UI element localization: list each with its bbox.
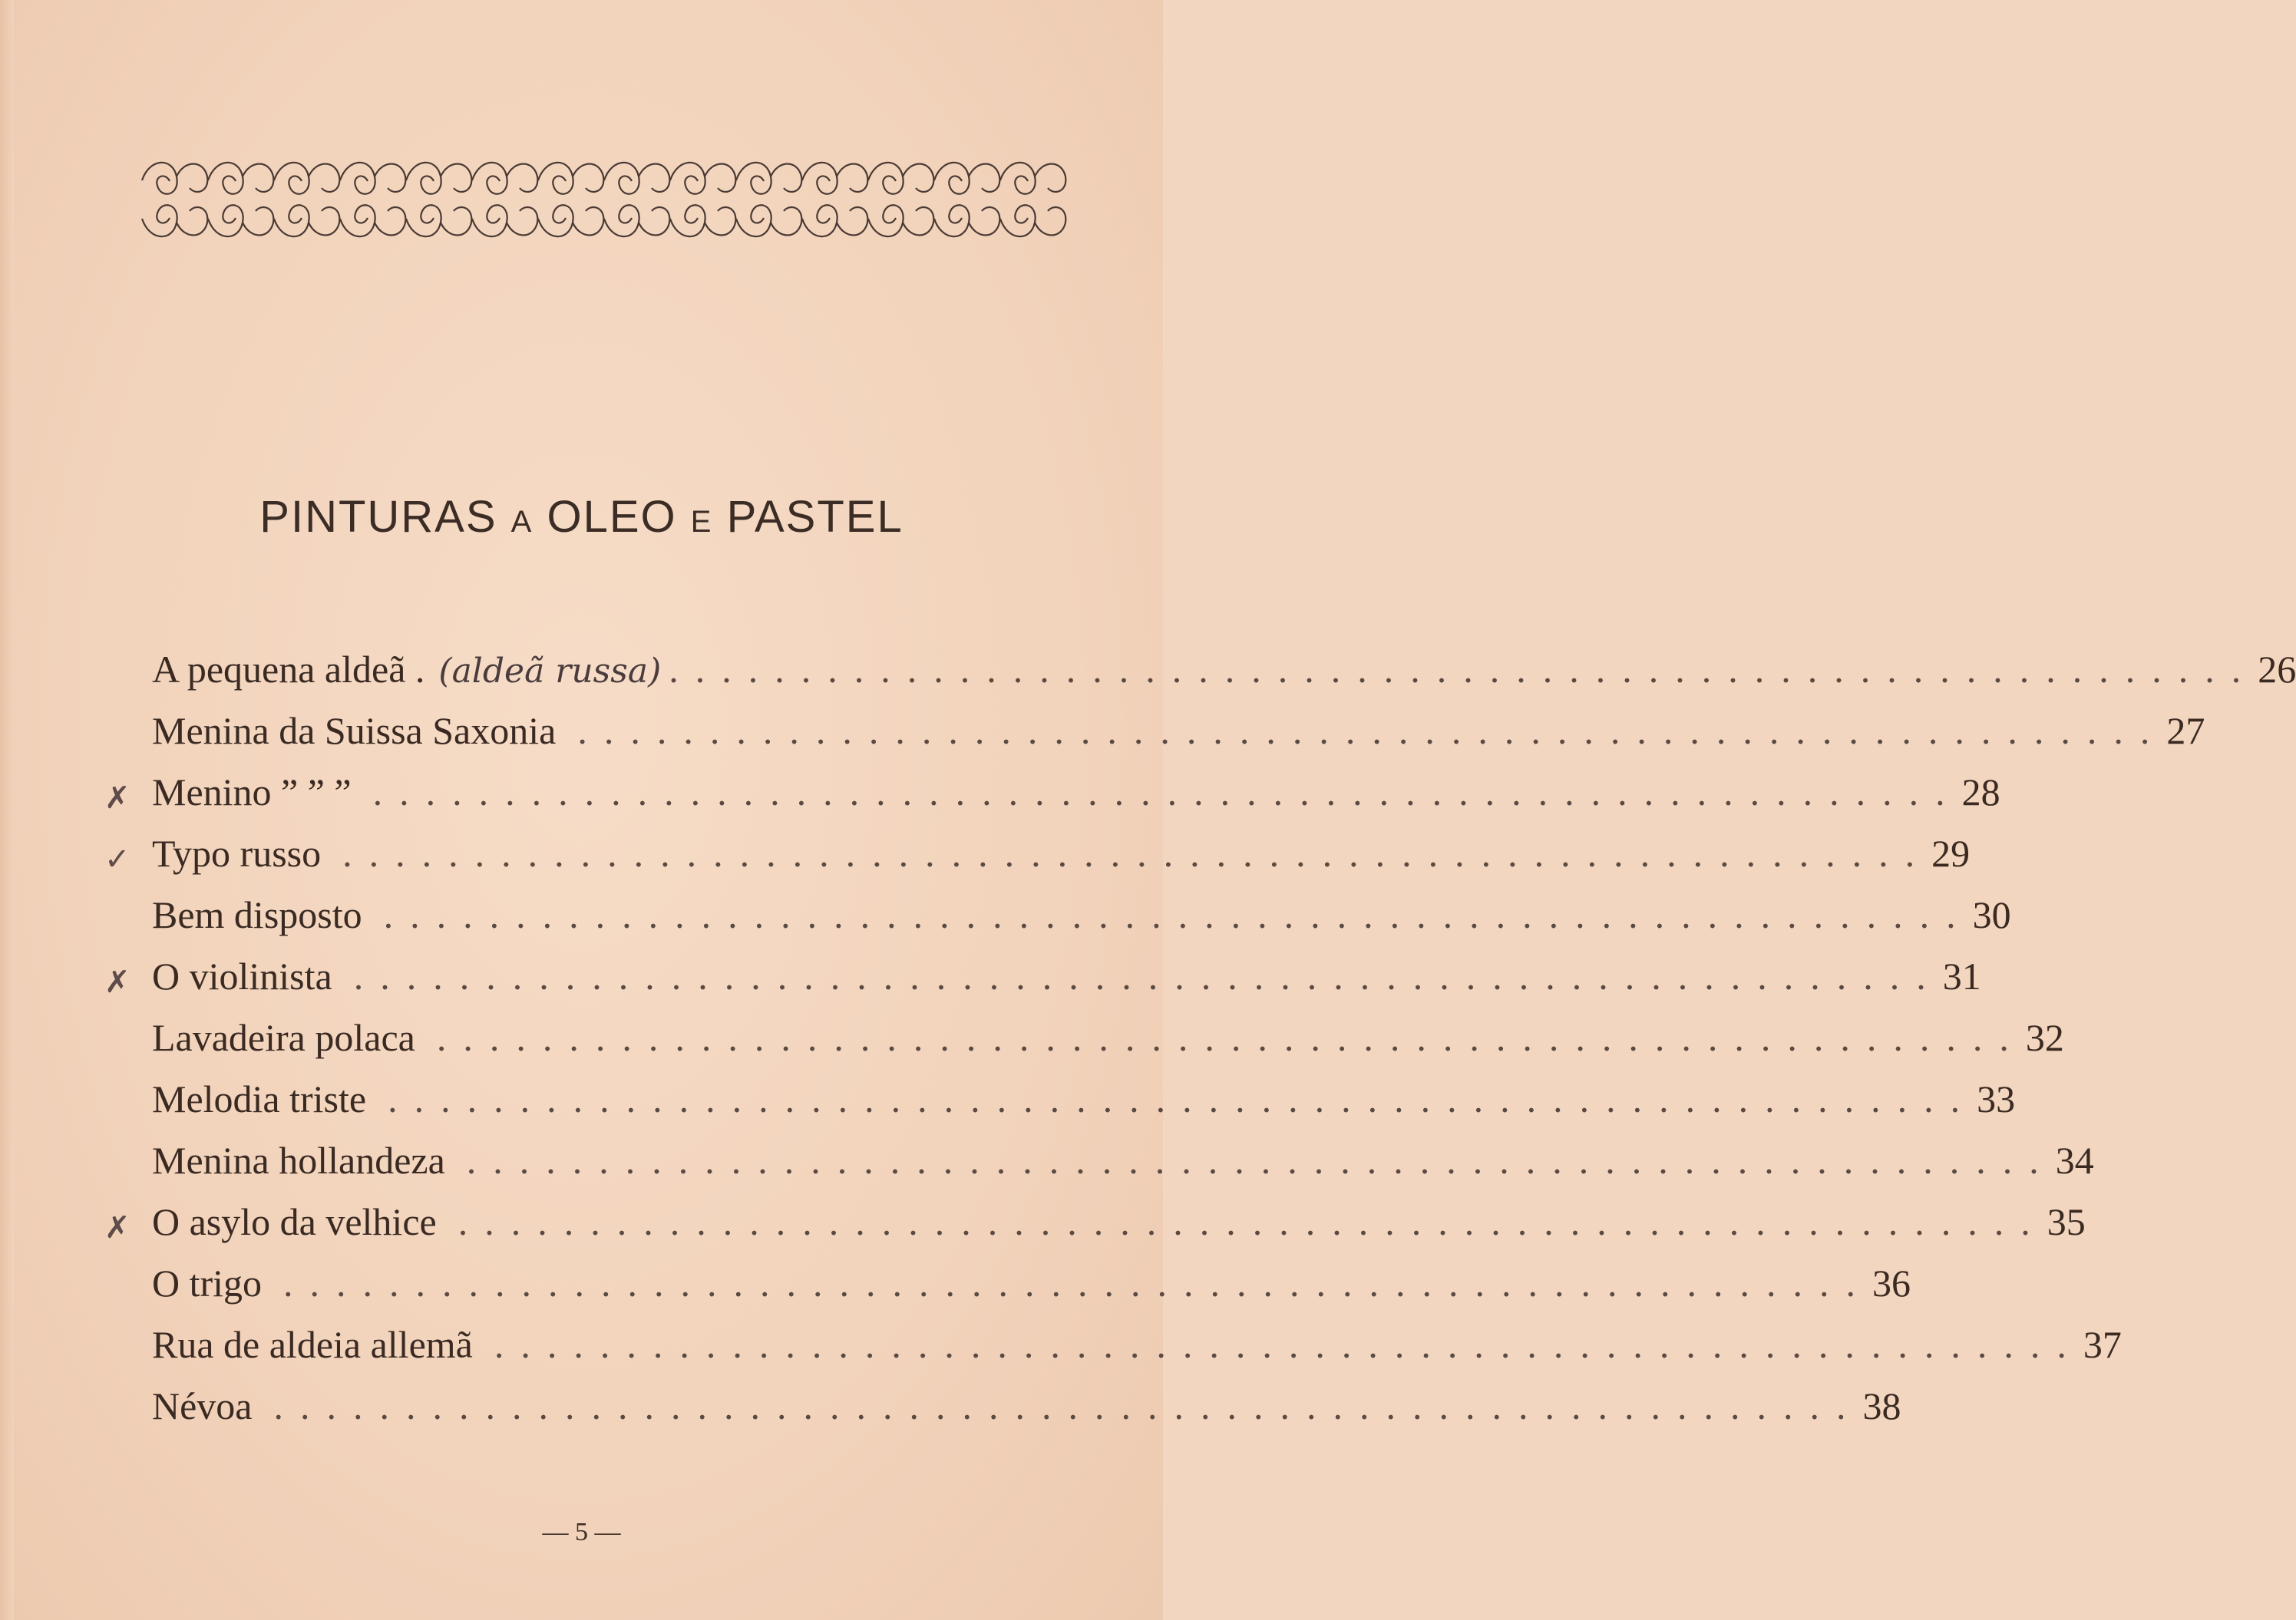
ornament-swirl-top [406,163,471,194]
toc-entry [104,823,1971,884]
page-number-folio: — 5 — [542,1518,621,1546]
ornament-swirl-bottom [274,205,339,236]
toc-entry-page-number: 33 [1977,1077,2016,1120]
dot-leader: ............................................................ [669,648,2258,691]
ornament-swirl-bottom [538,205,603,236]
toc-entry-page-number: 37 [2083,1323,2122,1366]
section-heading [0,491,1163,543]
heading-word-a: A [510,505,534,539]
ornament-swirl-top [340,163,405,194]
toc-entry [152,1375,1901,1437]
toc-entry-page-number: 35 [2047,1200,2086,1243]
ornament-swirl-top [538,163,603,194]
toc-entry-title: O trigo [152,1262,263,1305]
toc-entry [152,638,2296,700]
toc-entry [152,1252,1911,1314]
dot-leader: ............................................................ [494,1323,2083,1366]
heading-word-pinturas: PINTURAS [259,492,497,542]
ornament-swirl-top [670,163,735,194]
ornament-swirl-top [472,163,537,194]
ornament-swirl-top [736,163,801,194]
toc-entry [104,945,1981,1007]
table-of-contents [104,638,2296,1437]
decorative-border-ornament [142,153,1071,244]
dot-leader: ............................................................ [342,832,1932,875]
ornament-swirl-bottom [934,205,999,236]
ornament-swirl-bottom [142,205,207,236]
toc-entry-title: Melodia triste [152,1077,367,1120]
ornament-swirl-bottom [1000,205,1065,236]
ornament-swirl-bottom [670,205,735,236]
toc-entry-title: Névoa [152,1384,253,1427]
ornament-swirl-bottom [604,205,669,236]
toc-entry-page-number: 28 [1961,770,2000,813]
toc-entry-title: Bem disposto [152,893,362,936]
toc-entry [152,1314,2122,1375]
toc-entry [152,1130,2094,1191]
handwritten-check-mark: ✗ [104,780,130,816]
ornament-swirl-bottom [340,205,405,236]
ornament-swirl-bottom [868,205,933,236]
heading-word-e: E [690,505,713,539]
ornament-motif-row [142,163,1065,236]
handwritten-check-mark: ✗ [104,1210,130,1246]
dot-leader: ............................................................ [353,955,1943,998]
dot-leader: ............................................................ [458,1200,2047,1243]
toc-entry-title: O asylo da velhice [152,1200,437,1243]
dot-leader: ............................................................ [383,893,1973,936]
ornament-swirl-bottom [472,205,537,236]
toc-entry-page-number: 34 [2055,1139,2094,1182]
toc-entry-page-number: 31 [1942,955,1981,998]
toc-entry [152,884,2011,945]
toc-entry-title: Menino ” ” ” [152,770,352,813]
ornament-swirl-top [208,163,273,194]
ornament-swirl-top [1000,163,1065,194]
toc-entry-title: O violinista [152,955,332,998]
toc-entry-title: Typo russo [152,832,322,875]
toc-entry [104,761,2000,823]
ornament-swirl-bottom [802,205,867,236]
toc-entry-page-number: 26 [2258,648,2296,691]
dot-leader: ............................................................ [436,1016,2026,1059]
toc-entry-title: Lavadeira polaca [152,1016,415,1059]
ornament-swirl-bottom [406,205,471,236]
toc-entry-page-number: 38 [1862,1384,1901,1427]
toc-entry-page-number: 27 [2166,709,2205,752]
ornament-swirl-top [604,163,669,194]
toc-entry [152,1068,2016,1130]
toc-entry-title: Menina da Suissa Saxonia [152,709,557,752]
handwritten-annotation: (aldeã russa) [438,652,662,691]
heading-word-oleo: OLEO [547,492,677,542]
toc-entry [104,1191,2086,1252]
ornament-swirl-top [802,163,867,194]
toc-entry-title: Menina hollandeza [152,1139,445,1182]
toc-entry-page-number: 32 [2025,1016,2064,1059]
toc-entry-page-number: 29 [1931,832,1971,875]
dot-leader: ............................................................ [273,1384,1863,1427]
ornament-swirl-top [934,163,999,194]
ornament-swirl-top [274,163,339,194]
toc-entry [152,700,2205,761]
dot-leader: ............................................................ [388,1077,1977,1120]
heading-word-pastel: PASTEL [726,492,904,542]
handwritten-check-mark: ✓ [104,842,130,877]
ornament-swirl-bottom [208,205,273,236]
ornament-swirl-top [868,163,933,194]
toc-entry [152,1007,2064,1068]
ornament-swirl-bottom [736,205,801,236]
dot-leader: ............................................................ [577,709,2167,752]
toc-entry-title: Rua de aldeia allemã [152,1323,473,1366]
book-spine-shadow [0,0,14,1620]
ornament-swirl-top [142,163,207,194]
dot-leader: ............................................................ [283,1262,1873,1305]
dot-leader: ............................................................ [466,1139,2056,1182]
toc-entry-page-number: 30 [1972,893,2011,936]
dot-leader: ............................................................ [372,770,1962,813]
handwritten-check-mark: ✗ [104,965,130,1000]
toc-entry-title: A pequena aldeã . [152,648,425,691]
toc-entry-page-number: 36 [1872,1262,1911,1305]
